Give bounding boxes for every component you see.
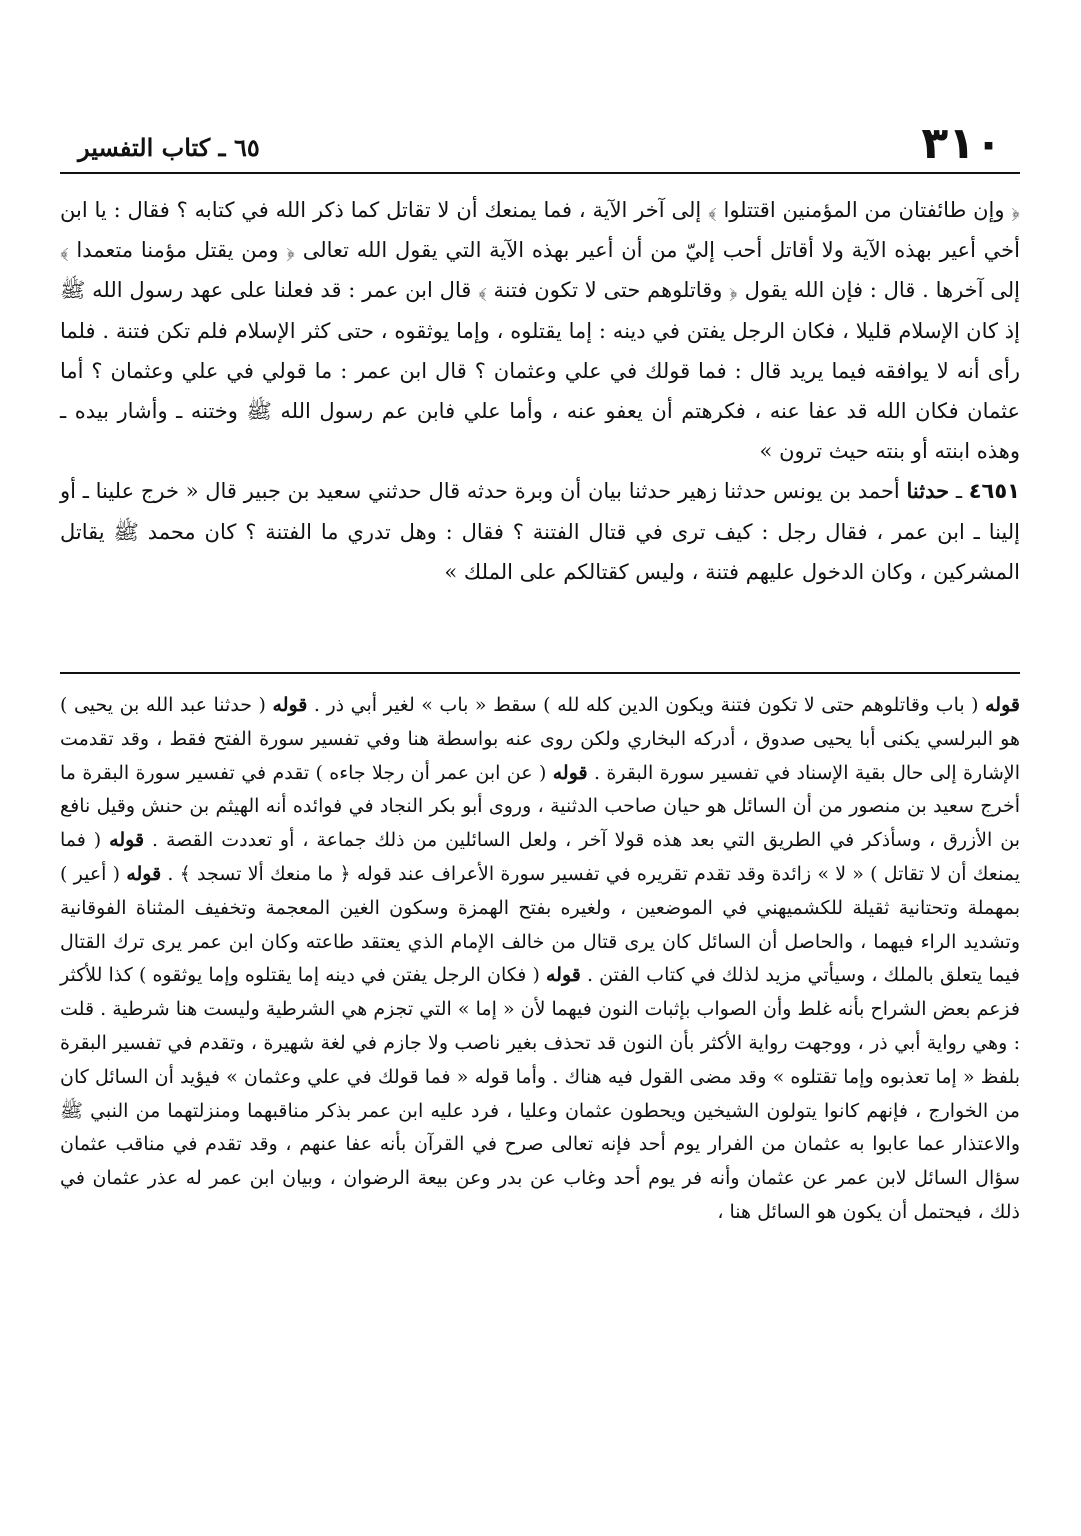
- commentary-text: ( عن ابن عمر أن رجلا جاءه ) تقدم في تفسير سورة البقرة ما أخرج سعيد بن منصور من أن السائل هو حيان صاحب الدثنية ، وروى أبو بكر النجاد في فوائده أنه الهيثم بن حنش وقيل نافع بن الأزرق ، وسأذكر في الطريق التي بعد هذه قولا آخر ، ولعل السائلين من ذلك جماعة ، أو تعددت القصة .: [60, 761, 1020, 852]
- qawluh-label: قوله: [546, 964, 581, 987]
- commentary-paragraph: [60, 689, 1020, 1230]
- page-number: ٣١٠: [921, 118, 1002, 169]
- running-head: ٦٥ ـ كتاب التفسير: [78, 133, 260, 162]
- page-header: [60, 112, 1020, 174]
- header-rule: [60, 172, 1020, 174]
- commentary-text: ( فما يمنعك أن لا تقاتل ) « لا » زائدة وقد تقدم تقريره في تفسير سورة الأعراف عند قوله ﴿ ما منعك ألا تسجد ﴾ .: [60, 829, 1020, 885]
- commentary-text: ( فكان الرجل يفتن في دينه إما يقتلوه وإما يوثقوه ) كذا للأكثر فزعم بعض الشراح بأنه غلط وأن الصواب بإثبات النون فيهما لأن « إما » التي تجزم هي الشرطية وليست هنا شرطية . قلت : وهي رواية أبي ذر ، ووجهت رواية الأكثر بأن النون قد تحذف بغير ناصب ولا جازم في لغة شهيرة ، وتقدم في تفسير البقرة بلفظ « إما تعذبوه وإما تقتلوه » وقد مضى القول فيه هناك . وأما قوله « فما قولك في علي وعثمان » فيؤيد أن السائل كان من الخوارج ، فإنهم كانوا يتولون الشيخين ويحطون عثمان وعليا ، فرد عليه ابن عمر بذكر مناقبهما ومنزلتهما من النبي ﷺ والاعتذار عما عابوا به عثمان من الفرار يوم أحد فإنه تعالى صرح في القرآن بأنه عفا عنهم ، وقد تقدم في مناقب عثمان سؤال السائل لابن عمر عن عثمان وأنه فر يوم أحد وغاب عن بدر وعن بيعة الرضوان ، وبيان ابن عمر له عذر عثمان في ذلك ، فيحتمل أن يكون هو السائل هنا ،: [60, 964, 1020, 1223]
- book-page: [60, 112, 1020, 1512]
- hadith-number: ٤٦٥١: [968, 479, 1020, 504]
- commentary-text: ( أعير ) بمهملة وتحتانية ثقيلة للكشميهني في الموضعين ، ولغيره بفتح الهمزة وسكون الغين المعجمة وتخفيف المثناة الفوقانية وتشديد الراء فيهما ، والحاصل أن السائل كان يرى قتال من خالف الإمام الذي يعتقد طاعته وكان ابن عمر يرى ترك القتال فيما يتعلق بالملك ، وسيأتي مزيد لذلك في كتاب الفتن .: [60, 862, 1020, 987]
- commentary-block: [60, 689, 1020, 1230]
- hadith-text-continued: ﴿ وإن طائفتان من المؤمنين اقتتلوا ﴾ إلى آخر الآية ، فما يمنعك أن لا تقاتل كما ذكر الله في كتابه ؟ فقال : يا ابن أخي أعير بهذه الآية ولا أقاتل أحب إليّ من أن أعير بهذه الآية التي يقول الله تعالى ﴿ ومن يقتل مؤمنا متعمدا ﴾ إلى آخرها . قال : فإن الله يقول ﴿ وقاتلوهم حتى لا تكون فتنة ﴾ قال ابن عمر : قد فعلنا على عهد رسول الله ﷺ إذ كان الإسلام قليلا ، فكان الرجل يفتن في دينه : إما يقتلوه ، وإما يوثقوه ، حتى كثر الإسلام فلم تكن فتنة . فلما رأى أنه لا يوافقه فيما يريد قال : فما قولك في علي وعثمان ؟ قال ابن عمر : ما قولي في علي وعثمان ؟ أما عثمان فكان الله قد عفا عنه ، فكرهتم أن يعفو عنه ، وأما علي فابن عم رسول الله ﷺ وختنه ـ وأشار بيده ـ وهذه ابنته أو بنته حيث ترون »: [60, 198, 1020, 464]
- commentary-text: ( باب وقاتلوهم حتى لا تكون فتنة ويكون الدين كله لله ) سقط « باب » لغير أبي ذر .: [313, 694, 979, 716]
- haddathana-word: حدثنا: [906, 478, 950, 504]
- qawluh-label: قوله: [126, 862, 162, 885]
- commentary-divider: [60, 672, 1020, 674]
- hadith-4651: ٤٦٥١ ـ حدثنا أحمد بن يونس حدثنا زهير حدثنا بيان أن وبرة حدثه قال حدثني سعيد بن جبير قال « خرج علينا ـ أو إلينا ـ ابن عمر ، فقال رجل : كيف ترى في قتال الفتنة ؟ فقال : وهل تدري ما الفتنة ؟ كان محمد ﷺ يقاتل المشركين ، وكان الدخول عليهم فتنة ، وليس كقتالكم على الملك »: [60, 478, 1020, 584]
- qawluh-label: قوله: [109, 829, 145, 852]
- qawluh-label: قوله: [985, 694, 1020, 716]
- qawluh-label: قوله: [272, 694, 308, 716]
- hadith-text: أحمد بن يونس حدثنا زهير حدثنا بيان أن وبرة حدثه قال حدثني سعيد بن جبير قال « خرج علينا ـ أو إلينا ـ ابن عمر ، فقال رجل : كيف ترى في قتال الفتنة ؟ فقال : وهل تدري ما الفتنة ؟ كان محمد ﷺ يقاتل المشركين ، وكان الدخول عليهم فتنة ، وليس كقتالكم على الملك »: [60, 479, 1020, 584]
- commentary-text: ( حدثنا عبد الله بن يحيى ) هو البرلسي يكنى أبا يحيى صدوق ، أدركه البخاري ولكن روى عنه بواسطة هنا وفي تفسير سورة الفتح فقط ، وقد تقدمت الإشارة إلى حال بقية الإسناد في تفسير سورة البقرة .: [60, 694, 1020, 784]
- hadith-block: [60, 190, 1020, 592]
- qawluh-label: قوله: [552, 761, 588, 784]
